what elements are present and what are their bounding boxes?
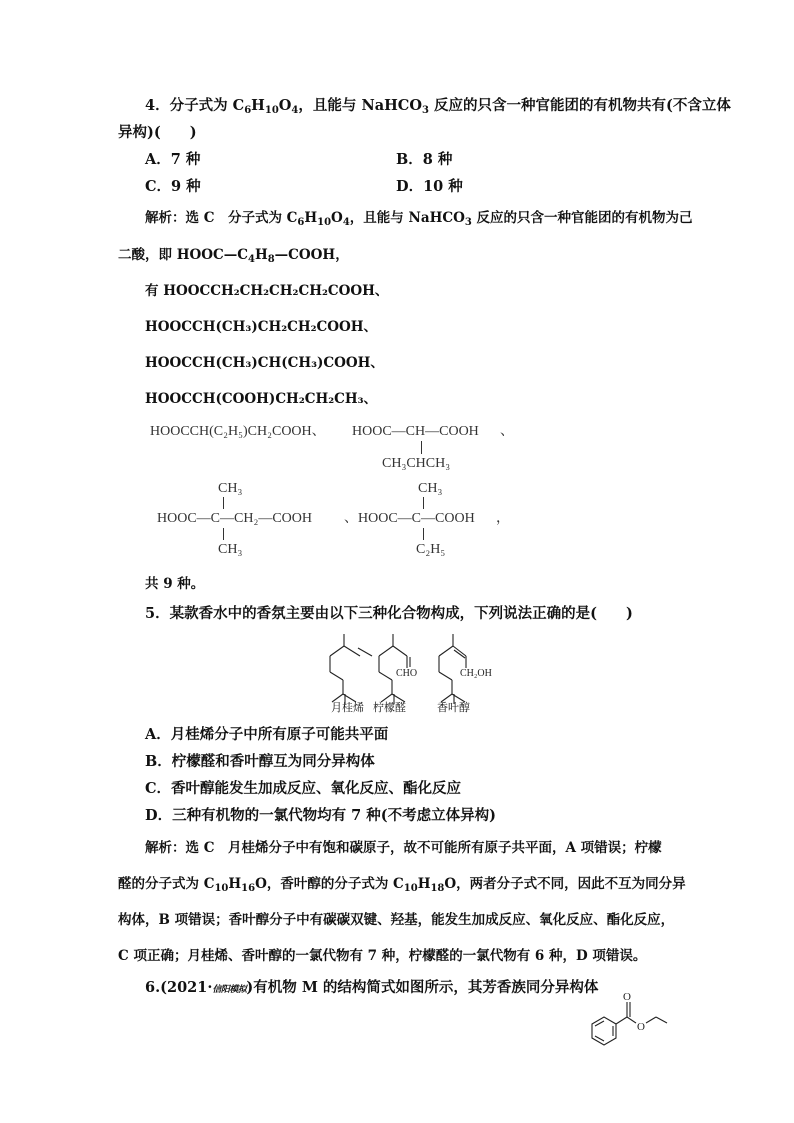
q5-option-a: A．月桂烯分子中所有原子可能共平面 — [145, 726, 389, 743]
ester-o-label: O — [637, 1021, 645, 1033]
q4-formula-6-sep: 、 — [500, 424, 514, 439]
q4-struct1-bot: CH₃ — [218, 542, 243, 557]
q4-option-b: B．8 种 — [396, 151, 453, 168]
q4-formula-1: 有 HOOCCH₂CH₂CH₂CH₂COOH、 — [145, 283, 389, 299]
q4-struct2-top: CH₃ — [418, 481, 443, 496]
q5-analysis-line4: C 项正确；月桂烯、香叶醇的一氯代物有 7 种，柠檬醛的一氯代物有 6 种，D 项错误。 — [118, 948, 647, 964]
q4-formula-4: HOOCCH(COOH)CH₂CH₂CH₃、 — [145, 391, 378, 407]
q4-struct-sep: 、 — [344, 511, 358, 526]
q5-analysis-line3: 构体，B 项错误；香叶醇分子中有碳碳双键、羟基，能发生加成反应、氧化反应、酯化反应， — [118, 912, 675, 928]
q5-compound-name-1: 月桂烯 — [331, 701, 364, 714]
geraniol-ch2oh-label: CH₂OH — [460, 668, 492, 679]
q6-source-tag: 信阳模拟 — [212, 985, 247, 995]
q6-stem: 6.(2021·信阳模拟)有机物 M 的结构简式如图所示，其芳香族同分异构体 — [145, 979, 599, 996]
q4-stem-line1: 4．分子式为 $C_6H_{10}O_4$，且能与 NaHCO$_3$ 反应的只含一种官能团的有机物共有(不含立体 — [145, 97, 731, 116]
q5-analysis-line1: 解析：选 C 月桂烯分子中有饱和碳原子，故不可能所有原子共平面，A 项错误；柠檬 — [145, 840, 662, 856]
q4-formula-6-sub: CH₃CHCH₃ — [382, 456, 451, 471]
citral-cho-label: CHO — [396, 668, 418, 679]
q4-struct1-main: HOOC—C—CH₂—COOH — [157, 511, 313, 526]
q4-struct2-bond-bot — [423, 528, 424, 540]
q4-formula-5: HOOCCH(C₂H₅)CH₂COOH、 — [150, 424, 326, 439]
q5-option-b: B．柠檬醛和香叶醇互为同分异构体 — [145, 753, 375, 770]
q4-struct2-bot: C₂H₅ — [416, 542, 446, 557]
q5-analysis-line2: 醛的分子式为 $C_{10}H_{16}O$，香叶醇的分子式为 $C_{10}H_{18}O$，两者分子式不同，因此不互为同分异 — [118, 876, 686, 894]
q4-formula-2: HOOCCH(CH₃)CH₂CH₂COOH、 — [145, 319, 378, 335]
q4-total: 共 9 种。 — [145, 576, 205, 592]
myrcene-structure — [330, 634, 372, 704]
q4-struct1-top: CH₃ — [218, 481, 243, 496]
q5-compound-name-3: 香叶醇 — [437, 701, 470, 714]
q4-formula-6-main: HOOC—CH—COOH — [352, 424, 479, 439]
q4-formula-6-bond — [421, 441, 422, 454]
q4-struct1-bond-top — [223, 497, 224, 509]
q4-stem-line2: 异构)( ) — [118, 124, 197, 141]
q4-formula-3: HOOCCH(CH₃)CH(CH₃)COOH、 — [145, 355, 384, 371]
carbonyl-o-label: O — [623, 991, 631, 1003]
q4-struct2-end: ， — [496, 511, 510, 526]
q4-struct1-bond-bot — [223, 528, 224, 540]
q6-ethyl-benzoate-structure — [580, 990, 690, 1060]
q5-stem: 5．某款香水中的香氛主要由以下三种化合物构成，下列说法正确的是( ) — [145, 605, 633, 622]
q5-option-d: D．三种有机物的一氯代物均有 7 种(不考虑立体异构) — [145, 807, 496, 824]
q5-option-c: C．香叶醇能发生加成反应、氧化反应、酯化反应 — [145, 780, 462, 797]
q4-option-d: D．10 种 — [396, 178, 463, 195]
q5-compound-name-2: 柠檬醛 — [373, 701, 406, 714]
q4-struct2-bond-top — [423, 497, 424, 509]
q4-option-c: C．9 种 — [145, 178, 201, 195]
q4-option-a: A．7 种 — [145, 151, 201, 168]
q4-analysis-line2: 二酸，即 $HOOC—C_4H_8—COOH$， — [118, 247, 349, 265]
q4-analysis-line1: 解析：选 C 分子式为 $C_6H_{10}O_4$，且能与 NaHCO$_3$ 反应的只含一种官能团的有机物为己 — [145, 210, 693, 228]
q4-struct2-main: HOOC—C—COOH — [358, 511, 475, 526]
